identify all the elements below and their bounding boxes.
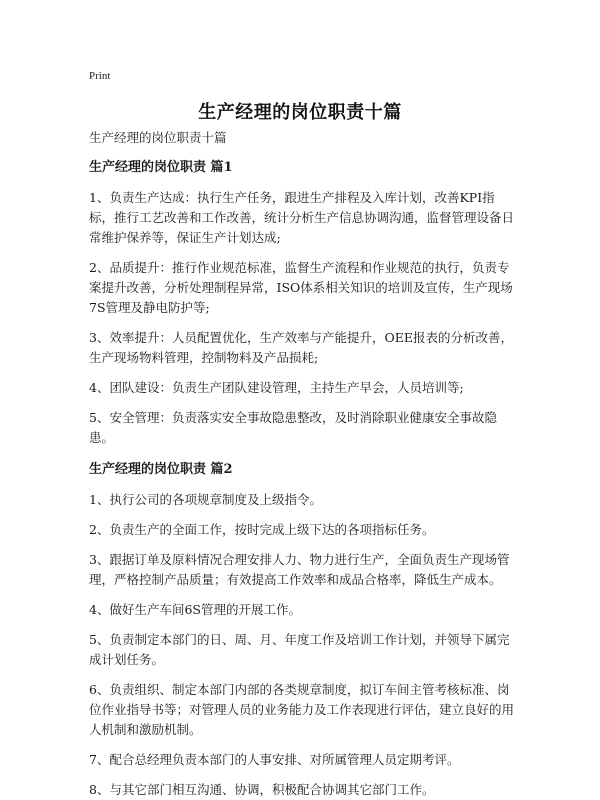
list-item: 5、安全管理：负责落实安全事故隐患整改，及时消除职业健康安全事故隐患。 xyxy=(89,410,497,445)
list-item: 7、配合总经理负责本部门的人事安排、对所属管理人员定期考评。 xyxy=(89,752,460,767)
list-item: 1、执行公司的各项规章制度及上级指令。 xyxy=(89,492,322,507)
section-2 xyxy=(89,460,519,800)
list-item: 8、与其它部门相互沟通、协调，积极配合协调其它部门工作。 xyxy=(89,782,435,797)
list-item: 2、品质提升：推行作业规范标准，监督生产流程和作业规范的执行，负责专案提升改善，分析处理制程异常，ISO体系相关知识的培训及宣传，生产现场7S管理及静电防护等; xyxy=(89,260,513,315)
document-body xyxy=(89,128,519,800)
print-label[interactable]: Print xyxy=(89,70,111,82)
document-subtitle: 生产经理的岗位职责十篇 xyxy=(89,130,227,145)
list-item: 5、负责制定本部门的日、周、月、年度工作及培训工作计划，并领导下属完成计划任务。 xyxy=(89,632,510,667)
list-item: 3、跟据订单及原料情况合理安排人力、物力进行生产，全面负责生产现场管理，严格控制产品质量；有效提高工作效率和成品合格率，降低生产成本。 xyxy=(89,552,510,587)
section-heading: 生产经理的岗位职责 篇2 xyxy=(89,462,233,477)
list-item: 6、负责组织、制定本部门内部的各类规章制度，拟订车间主管考核标准、岗位作业指导书等；对管理人员的业务能力及工作表现进行评估，建立良好的用人机制和激励机制。 xyxy=(89,682,515,737)
section-1 xyxy=(89,158,519,448)
list-item: 3、效率提升：人员配置优化，生产效率与产能提升，OEE报表的分析改善，生产现场物料管理，控制物料及产品损耗; xyxy=(89,330,513,365)
page-title: 生产经理的岗位职责十篇 xyxy=(198,102,402,123)
list-item: 2、负责生产的全面工作，按时完成上级下达的各项指标任务。 xyxy=(89,522,435,537)
section-heading: 生产经理的岗位职责 篇1 xyxy=(89,160,233,175)
list-item: 4、做好生产车间6S管理的开展工作。 xyxy=(89,602,301,617)
list-item: 1、负责生产达成：执行生产任务，跟进生产排程及入库计划，改善KPI指标，推行工艺改善和工作改善，统计分析生产信息协调沟通，监督管理设备日常维护保养等，保证生产计划达成; xyxy=(89,190,515,245)
list-item: 4、团队建设：负责生产团队建设管理，主持生产早会，人员培训等; xyxy=(89,380,464,395)
